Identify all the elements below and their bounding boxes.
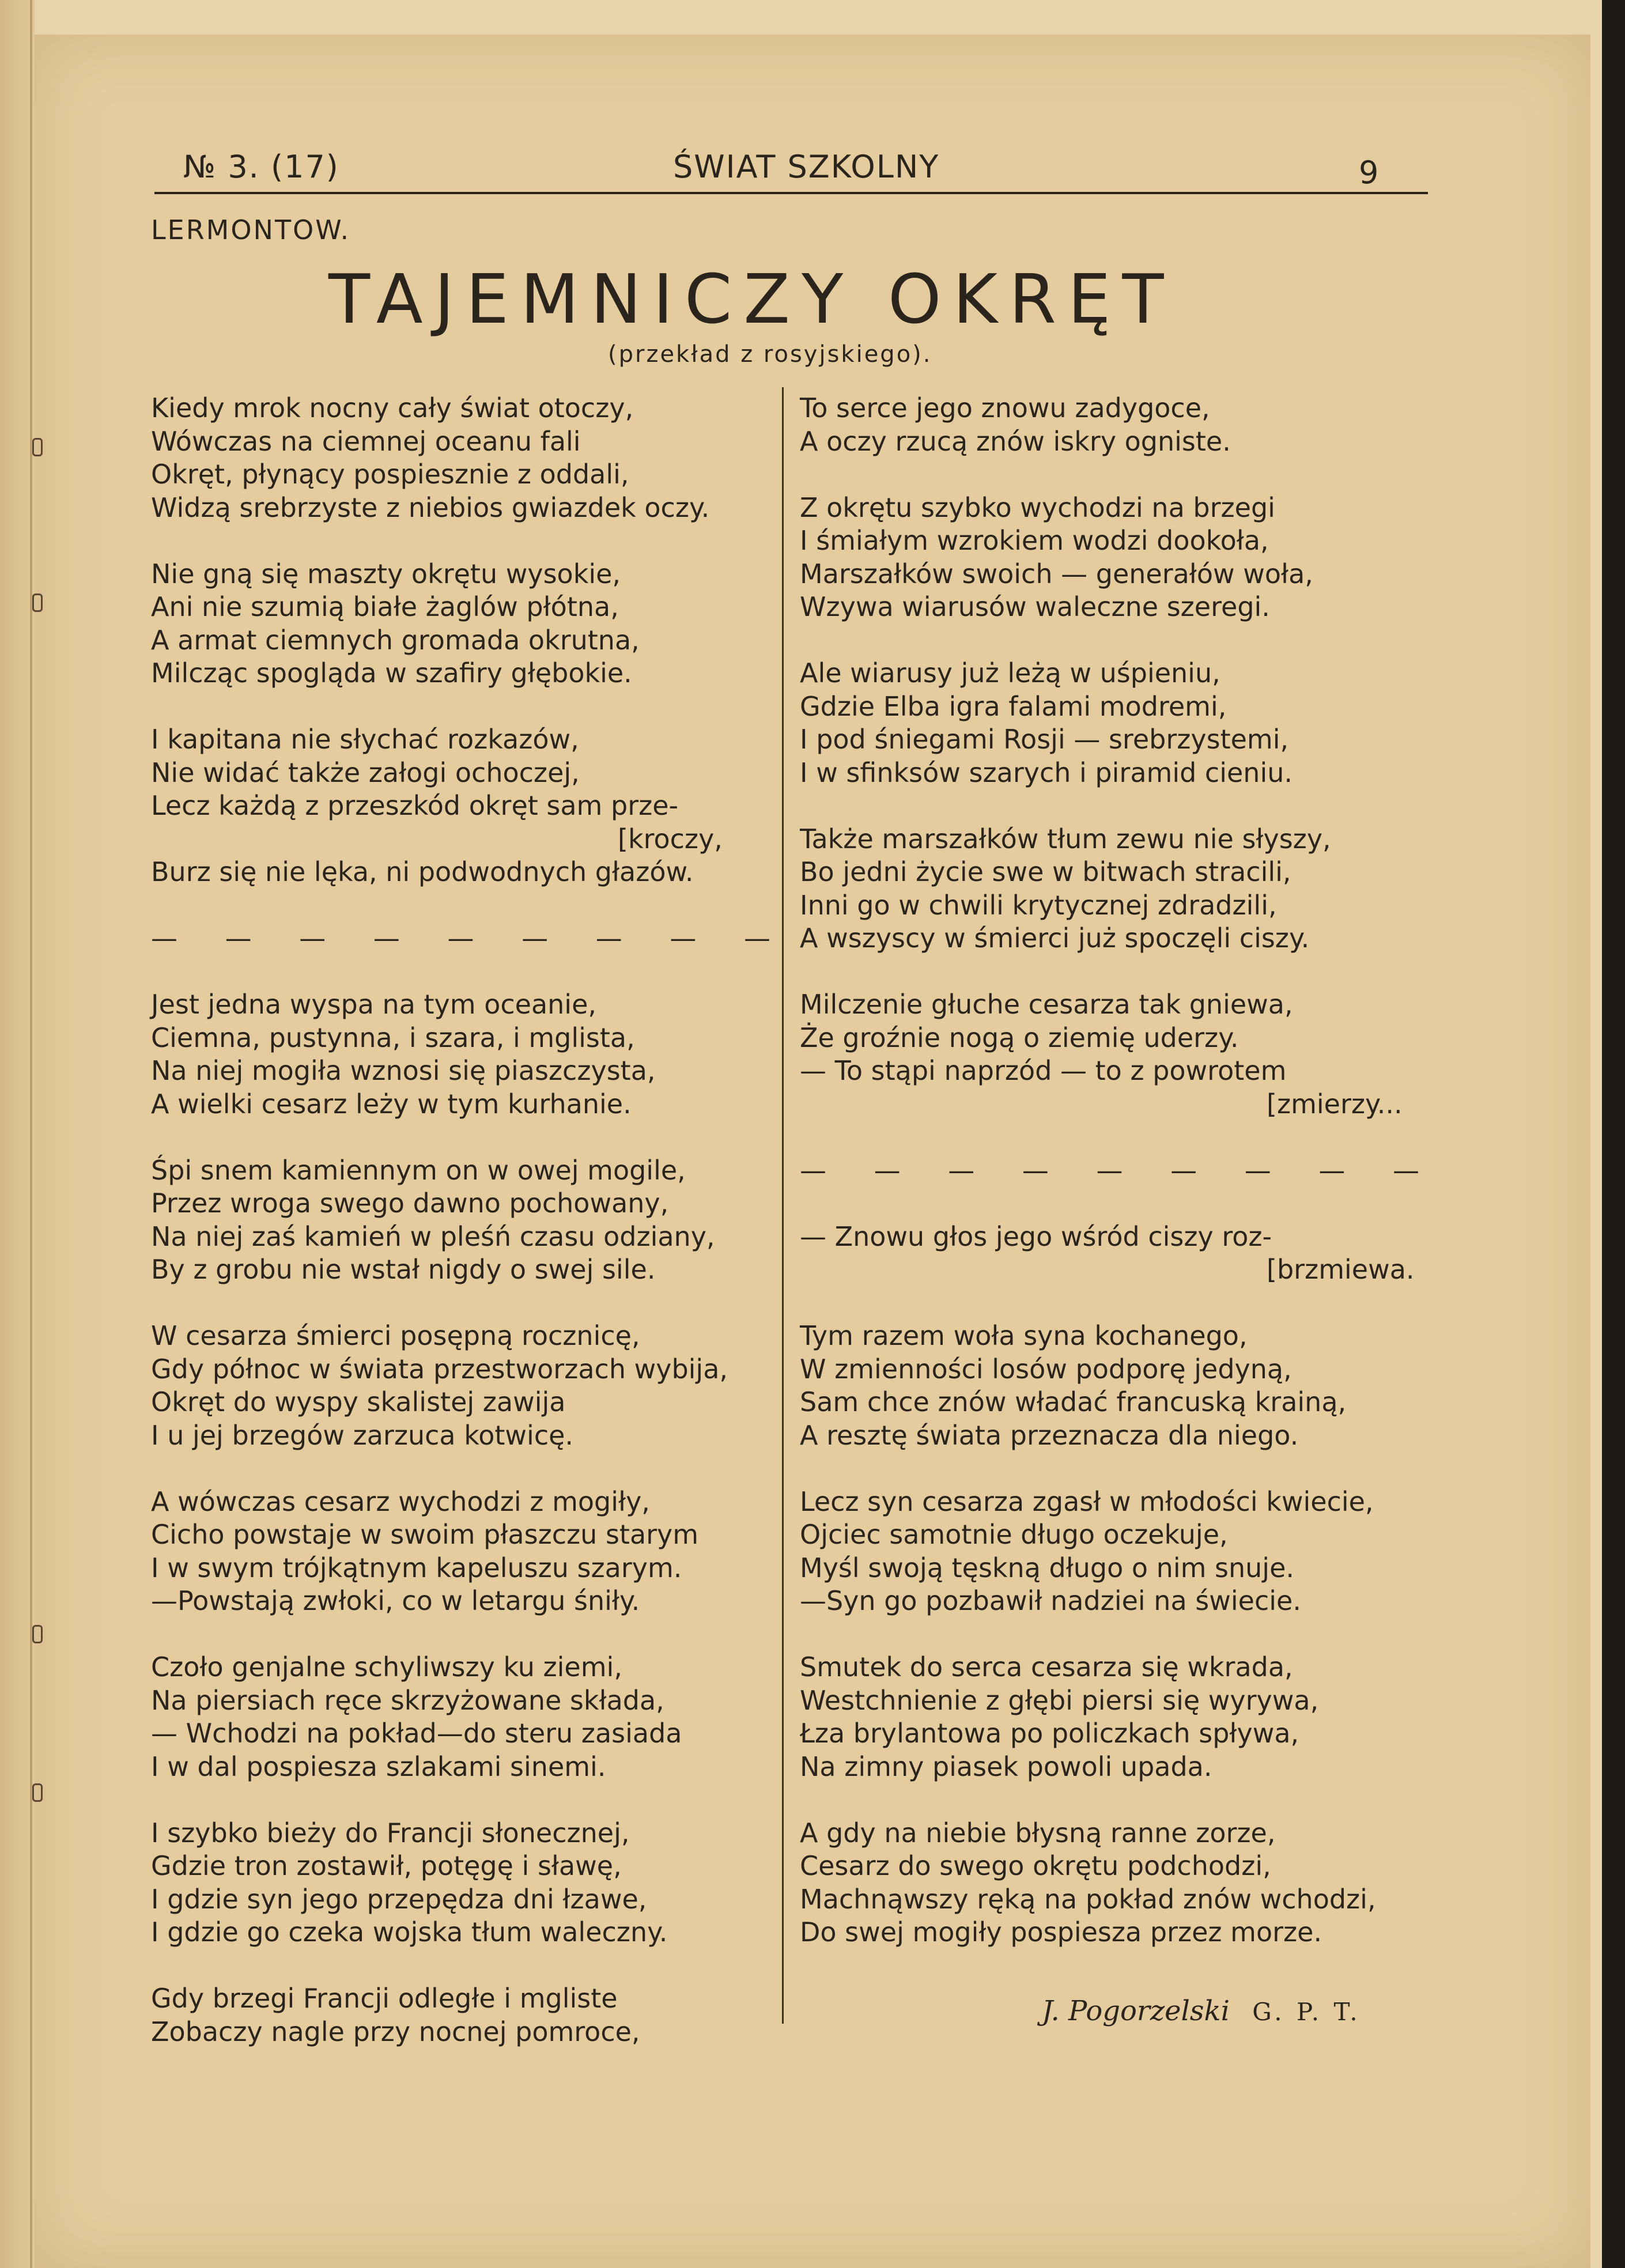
stanza-gap: [151, 955, 785, 989]
poem-line: Że groźnie nogą o ziemię uderzy.: [800, 1022, 1239, 1053]
poem-line: Czoło genjalne schyliwszy ku ziemi,: [151, 1651, 622, 1683]
poem-line: I pod śniegami Rosji — srebrzystemi,: [800, 724, 1289, 755]
poem-line: Nie gną się maszty okrętu wysokie,: [151, 558, 621, 589]
poem-line: A wielki cesarz leży w tym kurhanie.: [151, 1088, 632, 1120]
poem-line: Na zimny piasek powoli upada.: [800, 1751, 1212, 1782]
poem-line: Na niej mogiła wznosi się piaszczysta,: [151, 1055, 656, 1086]
poem-line: Na niej zaś kamień w pleśń czasu odziany,: [151, 1220, 715, 1252]
poem-line: A resztę świata przeznacza dla niego.: [800, 1419, 1299, 1451]
stanza-gap: [151, 1452, 785, 1485]
poem-line: To serce jego znowu zadygoce,: [800, 392, 1210, 424]
poem-line: Jest jedna wyspa na tym oceanie,: [151, 989, 596, 1020]
poem-line: Burz się nie lęka, ni podwodnych głazów.: [151, 856, 694, 887]
poem-line: Okręt, płynący pospiesznie z oddali,: [151, 459, 629, 490]
page-number: 9: [1359, 154, 1380, 191]
poem-line: Przez wroga swego dawno pochowany,: [151, 1188, 669, 1219]
poem-line: Inni go w chwili krytycznej zdradzili,: [800, 889, 1277, 921]
stanza-gap: [800, 1187, 1434, 1220]
poem-line: A wówczas cesarz wychodzi z mogiły,: [151, 1485, 650, 1517]
stanza-gap: [800, 458, 1434, 492]
poem-line: I w sfinksów szarych i piramid cieniu.: [800, 757, 1293, 788]
poem-line: — Znowu głos jego wśród ciszy roz-: [800, 1220, 1272, 1252]
poem-line: Gdy brzegi Francji odległe i mgliste: [151, 1983, 618, 2014]
poem-line: I u jej brzegów zarzuca kotwicę.: [151, 1419, 574, 1451]
poem-line: A armat ciemnych gromada okrutna,: [151, 624, 640, 656]
translator-signature: [1042, 1995, 1361, 2027]
stanza-gap: [800, 1121, 1434, 1154]
poem-line: W zmienności losów podporę jedyną,: [800, 1353, 1292, 1385]
dash-separator: — — — — — — — — —: [800, 1154, 1439, 1186]
poem-line: Ale wiarusy już leżą w uśpieniu,: [800, 657, 1220, 689]
left-column: [151, 392, 790, 2048]
header-rule: [154, 192, 1428, 194]
poem-line: Okręt do wyspy skalistej zawija: [151, 1386, 566, 1418]
poem-line: I śmiałym wzrokiem wodzi dookoła,: [800, 525, 1269, 556]
poem-line: Kiedy mrok nocny cały świat otoczy,: [151, 392, 634, 424]
poem-line: I w dal pospiesza szlakami sinemi.: [151, 1751, 606, 1782]
stanza-gap: [151, 889, 785, 923]
binding-fold: [30, 0, 32, 2268]
journal-title: ŚWIAT SZKOLNY: [673, 149, 940, 185]
poem-title: TAJEMNICZY OKRĘT: [328, 259, 1176, 339]
stanza-gap: [800, 1452, 1434, 1485]
binding-ring-icon: [32, 1783, 43, 1802]
poem-line: Cesarz do swego okrętu podchodzi,: [800, 1850, 1271, 1881]
stanza-gap: [800, 1783, 1434, 1817]
poem-line: —Syn go pozbawił nadziei na świecie.: [800, 1585, 1301, 1616]
poem-line: — Wchodzi na pokład—do steru zasiada: [151, 1718, 682, 1749]
poem-line: Z okrętu szybko wychodzi na brzegi: [800, 492, 1275, 523]
stanza-gap: [151, 1121, 785, 1154]
poem-line: Ani nie szumią białe żaglów płótna,: [151, 591, 619, 622]
poem-line: Cicho powstaje w swoim płaszczu starym: [151, 1519, 699, 1550]
poem-subtitle: (przekład z rosyjskiego).: [608, 341, 932, 368]
poem-line: Śpi snem kamiennym on w owej mogile,: [151, 1154, 686, 1186]
poem-line: A gdy na niebie błysną ranne zorze,: [800, 1817, 1276, 1849]
poem-line: A oczy rzucą znów iskry ogniste.: [800, 425, 1231, 457]
dash-separator: — — — — — — — — —: [151, 923, 790, 954]
poem-line: Do swej mogiły pospiesza przez morze.: [800, 1917, 1322, 1948]
poem-author: LERMONTOW.: [151, 214, 351, 245]
stanza-gap: [800, 789, 1434, 823]
poem-line: Myśl swoją tęskną długo o nim snuje.: [800, 1552, 1295, 1583]
poem-line: Łza brylantowa po policzkach spływa,: [800, 1718, 1299, 1749]
page-left-edge: [0, 0, 35, 2268]
poem-line: Ciemna, pustynna, i szara, i mglista,: [151, 1022, 635, 1053]
poem-line: Wówczas na ciemnej oceanu fali: [151, 425, 581, 457]
poem-line: Bo jedni życie swe w bitwach stracili,: [800, 856, 1291, 887]
stanza-gap: [151, 690, 785, 724]
poem-line: Widzą srebrzyste z niebios gwiazdek oczy.: [151, 492, 710, 523]
poem-line: A wszyscy w śmierci już spoczęli ciszy.: [800, 923, 1310, 954]
stanza-gap: [151, 1618, 785, 1651]
poem-line: Gdy północ w świata przestworzach wybija,: [151, 1353, 728, 1385]
poem-line: Lecz każdą z przeszkód okręt sam prze-: [151, 790, 679, 821]
poem-line: [zmierzy...: [1267, 1088, 1403, 1120]
stanza-gap: [800, 955, 1434, 989]
stanza-gap: [151, 1949, 785, 1983]
poem-line: I w swym trójkątnym kapeluszu szarym.: [151, 1552, 682, 1583]
translator-group: G. P. T.: [1252, 1998, 1361, 2026]
poem-line: [brzmiewa.: [1267, 1254, 1415, 1285]
binding-ring-icon: [32, 438, 43, 456]
stanza-gap: [800, 624, 1434, 657]
stanza-gap: [151, 1287, 785, 1320]
right-column: [800, 392, 1439, 1949]
poem-line: Zobaczy nagle przy nocnej pomroce,: [151, 2016, 640, 2047]
poem-line: Tym razem woła syna kochanego,: [800, 1320, 1248, 1351]
page-right-edge: [1602, 0, 1625, 2268]
poem-line: Gdzie Elba igra falami modremi,: [800, 690, 1227, 722]
poem-line: Sam chce znów władać francuską krainą,: [800, 1386, 1347, 1418]
poem-line: I gdzie syn jego przepędza dni łzawe,: [151, 1883, 647, 1915]
poem-line: Wzywa wiarusów waleczne szeregi.: [800, 591, 1270, 622]
binding-ring-icon: [32, 594, 43, 612]
poem-line: Na piersiach ręce skrzyżowane składa,: [151, 1684, 664, 1716]
poem-line: Także marszałków tłum zewu nie słyszy,: [800, 823, 1331, 855]
poem-line: I szybko bieży do Francji słonecznej,: [151, 1817, 630, 1849]
poem-line: Machnąwszy ręką na pokład znów wchodzi,: [800, 1883, 1376, 1915]
poem-line: Marszałków swoich — generałów woła,: [800, 558, 1313, 589]
poem-line: By z grobu nie wstał nigdy o swej sile.: [151, 1254, 656, 1285]
poem-line: Gdzie tron zostawił, potęgę i sławę,: [151, 1850, 622, 1881]
poem-line: Milcząc spogląda w szafiry głębokie.: [151, 657, 632, 689]
poem-line: —Powstają zwłoki, co w letargu śniły.: [151, 1585, 640, 1616]
poem-line: [kroczy,: [618, 823, 723, 855]
poem-line: Nie widać także załogi ochoczej,: [151, 757, 580, 788]
poem-line: I gdzie go czeka wojska tłum waleczny.: [151, 1917, 668, 1948]
stanza-gap: [151, 1783, 785, 1817]
stanza-gap: [800, 1618, 1434, 1651]
poem-line: Smutek do serca cesarza się wkrada,: [800, 1651, 1293, 1683]
poem-line: Westchnienie z głębi piersi się wyrywa,: [800, 1684, 1319, 1716]
stanza-gap: [800, 1287, 1434, 1320]
translator-name: J. Pogorzelski: [1042, 1995, 1230, 2027]
poem-line: Ojciec samotnie długo oczekuje,: [800, 1519, 1228, 1550]
poem-line: W cesarza śmierci posępną rocznicę,: [151, 1320, 640, 1351]
binding-ring-icon: [32, 1625, 43, 1643]
poem-line: Milczenie głuche cesarza tak gniewa,: [800, 989, 1293, 1020]
running-header: [154, 149, 1422, 195]
poem-line: Lecz syn cesarza zgasł w młodości kwiecie,: [800, 1485, 1374, 1517]
issue-number: № 3. (17): [183, 149, 339, 185]
poem-line: I kapitana nie słychać rozkazów,: [151, 724, 579, 755]
poem-line: — To stąpi naprzód — to z powrotem: [800, 1055, 1287, 1086]
stanza-gap: [151, 524, 785, 558]
